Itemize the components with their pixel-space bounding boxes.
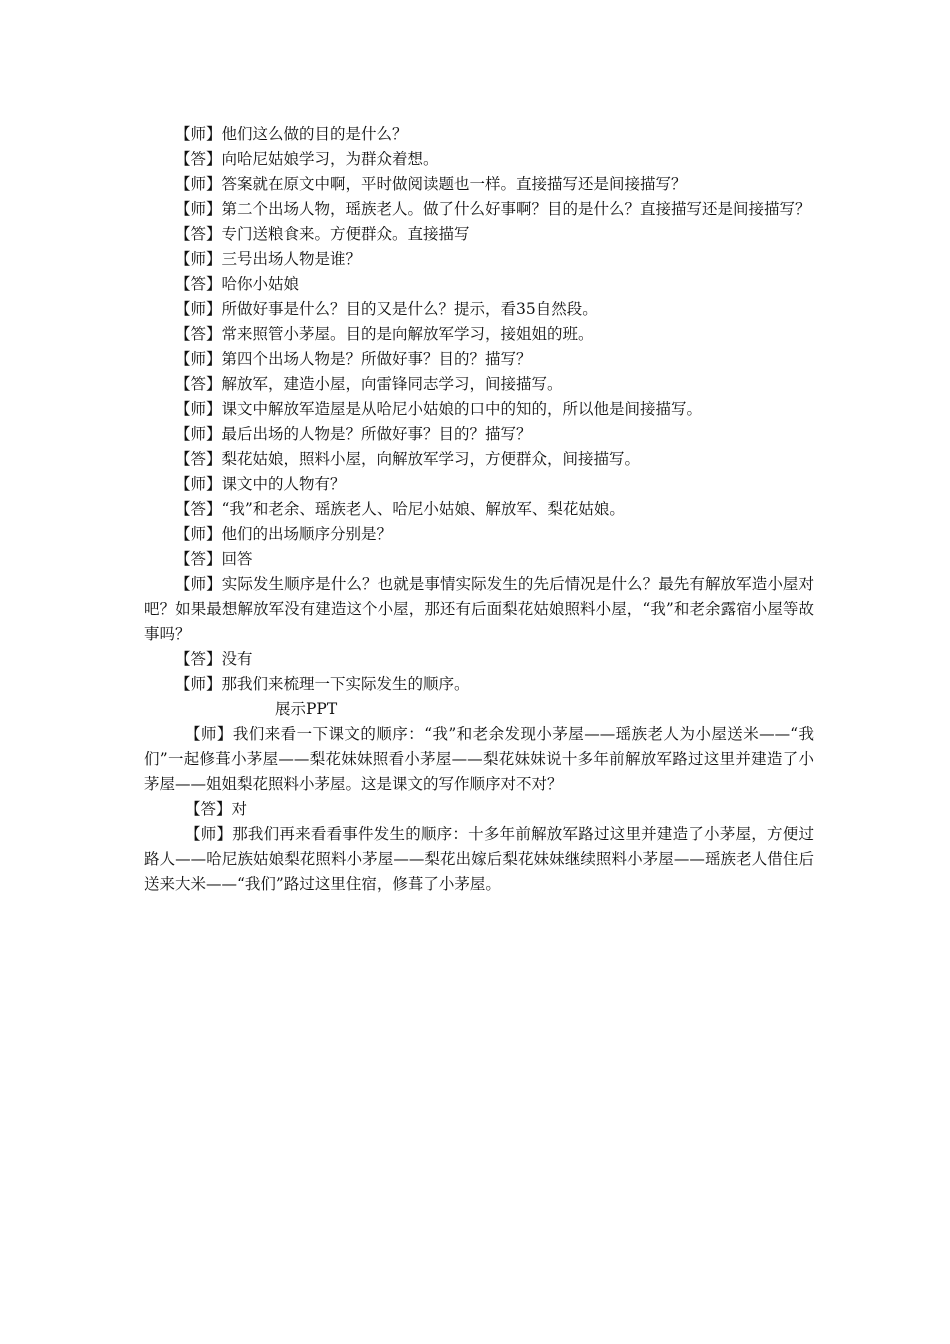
paragraph: 【师】答案就在原文中啊，平时做阅读题也一样。直接描写还是间接描写？ bbox=[175, 175, 687, 193]
ppt-note: 展示PPT bbox=[275, 700, 338, 718]
paragraph: 【答】常来照管小茅屋。目的是向解放军学习，接姐姐的班。 bbox=[175, 325, 594, 343]
paragraph: 【师】课文中解放军造屋是从哈尼小姑娘的口中的知的，所以他是间接描写。 bbox=[175, 400, 703, 418]
paragraph: 【师】第四个出场人物是？所做好事？目的？描写？ bbox=[175, 350, 532, 368]
paragraph: 【师】那我们来梳理一下实际发生的顺序。 bbox=[175, 675, 470, 693]
paragraph: 【师】那我们再来看看事件发生的顺序：十多年前解放军路过这里并建造了小茅屋，方便过路人——哈尼族姑娘梨花照料小茅屋——梨花出嫁后梨花妹妹继续照料小茅屋——瑶族老人借住后送来大米——“我们”路过这里住宿，修葺了小茅屋。 bbox=[144, 825, 814, 893]
lesson-transcript bbox=[144, 122, 814, 897]
paragraph: 【答】向哈尼姑娘学习，为群众着想。 bbox=[175, 150, 439, 168]
paragraph: 【师】最后出场的人物是？所做好事？目的？描写？ bbox=[175, 425, 532, 443]
paragraph: 【答】回答 bbox=[175, 550, 253, 568]
paragraph: 【师】第二个出场人物，瑶族老人。做了什么好事啊？目的是什么？直接描写还是间接描写？ bbox=[175, 200, 811, 218]
paragraph: 【答】梨花姑娘，照料小屋，向解放军学习，方便群众，间接描写。 bbox=[175, 450, 641, 468]
paragraph: 【答】解放军，建造小屋，向雷锋同志学习，间接描写。 bbox=[175, 375, 563, 393]
paragraph: 【答】对 bbox=[185, 800, 248, 818]
paragraph: 【师】所做好事是什么？目的又是什么？提示，看35自然段。 bbox=[175, 300, 598, 318]
paragraph: 【答】“我”和老余、瑶族老人、哈尼小姑娘、解放军、梨花姑娘。 bbox=[175, 500, 625, 518]
paragraph: 【答】哈你小姑娘 bbox=[175, 275, 300, 293]
paragraph: 【师】他们这么做的目的是什么？ bbox=[175, 125, 408, 143]
paragraph: 【答】没有 bbox=[175, 650, 253, 668]
paragraph: 【师】三号出场人物是谁？ bbox=[175, 250, 362, 268]
paragraph: 【师】我们来看一下课文的顺序：“我”和老余发现小茅屋——瑶族老人为小屋送米——“我们”一起修葺小茅屋——梨花妹妹照看小茅屋——梨花妹妹说十多年前解放军路过这里并建造了小茅屋——姐姐梨花照料小茅屋。这是课文的写作顺序对不对？ bbox=[144, 725, 814, 793]
paragraph: 【答】专门送粮食来。方便群众。直接描写 bbox=[175, 225, 470, 243]
paragraph: 【师】他们的出场顺序分别是？ bbox=[175, 525, 393, 543]
paragraph: 【师】课文中的人物有？ bbox=[175, 475, 346, 493]
paragraph: 【师】实际发生顺序是什么？也就是事情实际发生的先后情况是什么？最先有解放军造小屋对吧？如果最想解放军没有建造这个小屋，那还有后面梨花姑娘照料小屋，“我”和老余露宿小屋等故事吗？ bbox=[144, 575, 814, 643]
